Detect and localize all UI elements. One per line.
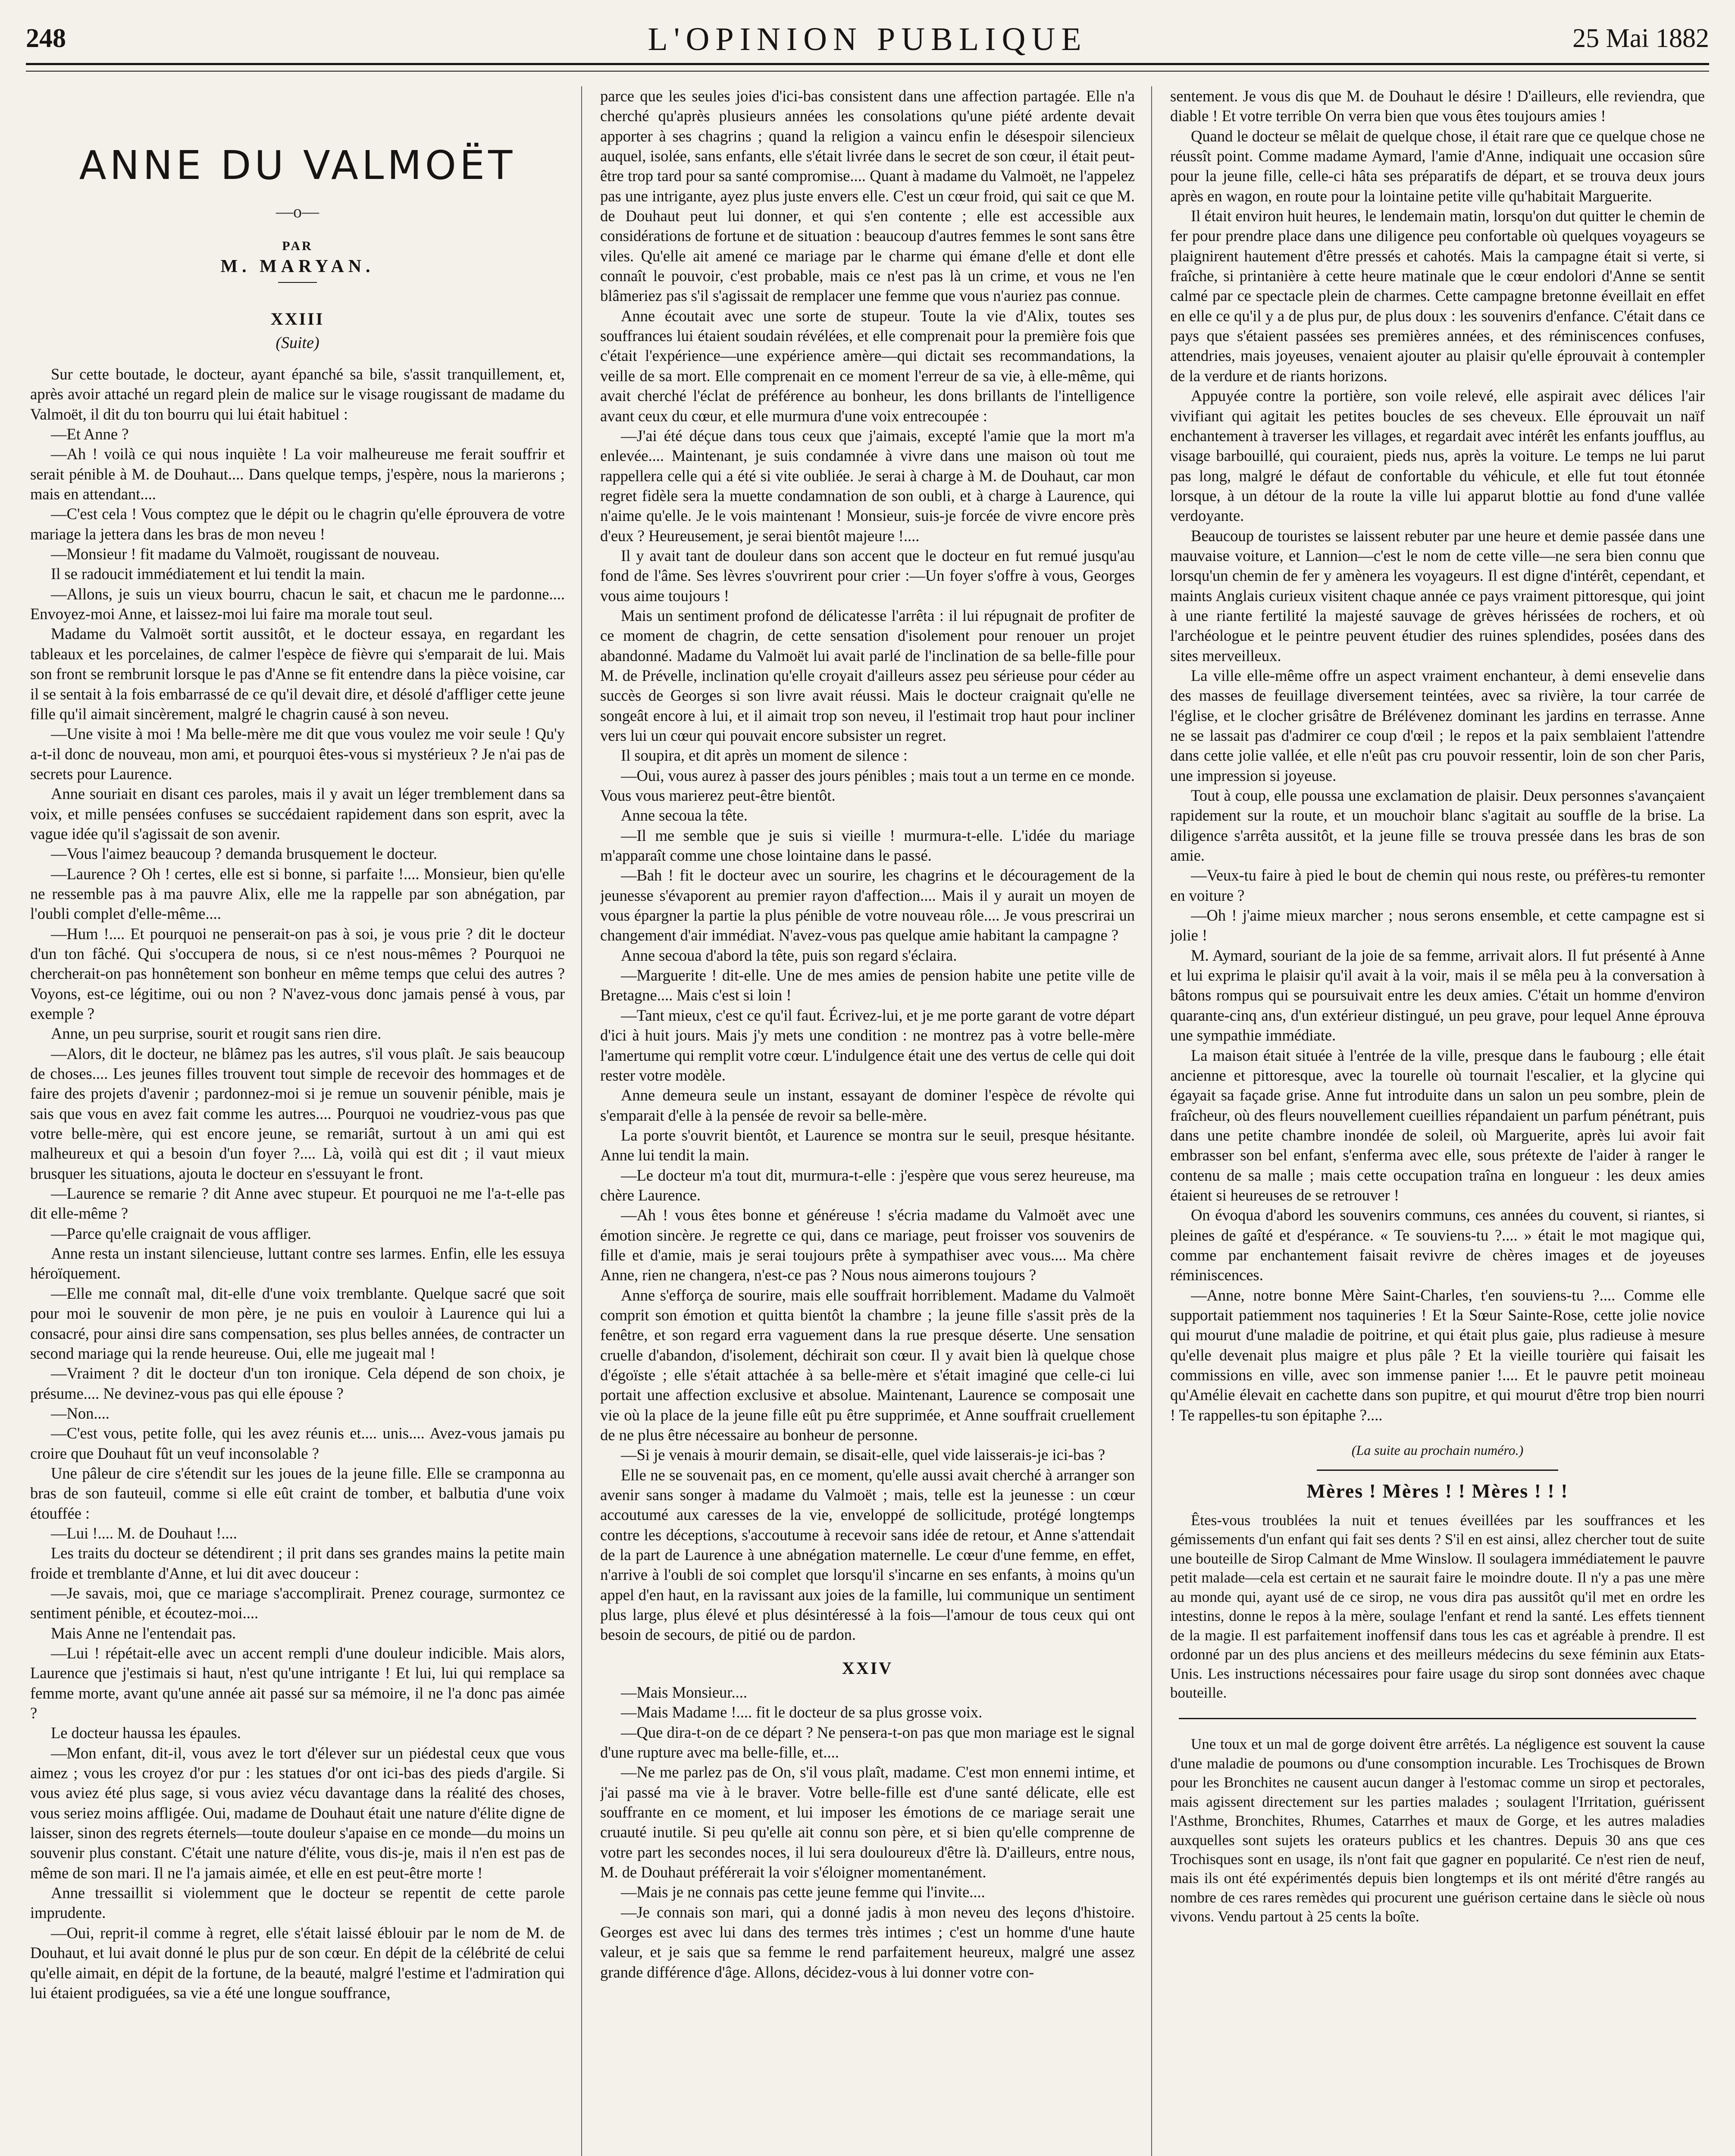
paragraph: Anne souriait en disant ces paroles, mais il y avait un léger tremblement dans sa voix, et mille pensées confuses se succédaient rapidement dans son esprit, avec la vague idée qu'il s'agissait de son avenir.: [30, 785, 565, 843]
paragraph: Madame du Valmoët sortit aussitôt, et le docteur essaya, en regardant les tableaux et les porcelaines, de calmer l'espèce de fièvre qui s'emparait de lui. Mais son front se rembrunit lorsque le pas d'Anne se fit entendre dans la pièce voisine, car il se sentait à la fois embarrassé de ce qu'il devait dire, et désolé d'affliger cette jeune fille qu'il aimait sincèrement, malgré le chagrin causé à son neveu.: [30, 625, 565, 723]
paragraph: Mais Anne ne l'entendait pas.: [51, 1624, 236, 1642]
paragraph: —Non....: [51, 1404, 110, 1422]
paragraph: M. Aymard, souriant de la joie de sa femme, arrivait alors. Il fut présenté à Anne et lui exprima le plaisir qu'il avait à la voir, mais il se mêla peu à la conversation à bâtons rompus qui se poursuivait entre les deux amies. C'était un homme d'environ quarante-cinq ans, d'un extérieur distingué, un peu grave, pour lequel Anne éprouva une sympathie immédiate.: [1170, 946, 1705, 1044]
article-body-col1: [30, 364, 565, 2003]
paragraph: —Marguerite ! dit-elle. Une de mes amies de pension habite une petite ville de Bretagne.... Mais c'est si loin !: [600, 966, 1135, 1004]
paragraph: parce que les seules joies d'ici-bas consistent dans une affection partagée. Elle n'a cherché qu'après plusieurs années les consolations qu'une piété ardente devait apporter à ses chagrins ; quand la religion a vaincu enfin le désespoir silencieux auquel, isolée, sans enfants, elle s'était livrée dans le secret de son cœur, il était peut-être trop tard pour sa santé compromise.... Quant à madame du Valmoët, ne l'appelez pas une intrigante, ayez plus juste envers elle. C'est un cœur froid, qui sait ce que M. de Douhaut peut lui donner, et qui s'en contente ; elle est accessible aux considérations de fortune et de situation : beaucoup d'autres femmes le sont sans être viles. Qu'elle ait amené ce mariage par le charme qui émane d'elle et dont elle connaît le pouvoir, c'est probable, mais ce n'est pas là un crime, et vous ne l'en blâmeriez pas s'il s'agissait de remplacer une femme que vous n'auriez pas connue.: [600, 87, 1135, 305]
header-rule: [26, 63, 1709, 65]
paragraph: Anne secoua la tête.: [621, 806, 748, 824]
paragraph: —Vraiment ? dit le docteur d'un ton ironique. Cela dépend de son choix, je présume.... Ne devinez-vous pas qui elle épouse ?: [30, 1364, 565, 1402]
column-1: [30, 86, 565, 2156]
paragraph: Il soupira, et dit après un moment de silence :: [621, 746, 908, 765]
paragraph: Appuyée contre la portière, son voile relevé, elle aspirait avec délices l'air vivifiant qui agitait les petites boucles de ses cheveux. Elle éprouvait un naïf enchantement à traverser les villages, et regardait avec intérêt les enfants joufflus, au visage barbouillé, qui couraient, pieds nus, après la voiture. Le temps ne lui parut pas long, malgré le défaut de confortable du véhicule, et elle fut tout étonnée lorsque, à un détour de la route la ville lui apparut blottie au fond d'une vallée verdoyante.: [1170, 387, 1705, 525]
to-be-continued: (La suite au prochain numéro.): [1351, 1442, 1524, 1458]
paragraph: —Parce qu'elle craignait de vous affliger.: [51, 1224, 311, 1242]
title-ornament: —o—: [276, 202, 319, 221]
chapter-heading: XXIII: [270, 309, 325, 329]
paragraph: On évoqua d'abord les souvenirs communs, ces années du couvent, si riantes, si pleines de gaîté et d'espérance. « Te souviens-tu ?.... » était le mot magique qui, comme par enchantement faisait revivre de chères images et de joyeuses réminiscences.: [1170, 1206, 1705, 1284]
paragraph: —Et Anne ?: [51, 425, 129, 443]
paragraph: Elle ne se souvenait pas, en ce moment, qu'elle aussi avait cherché à arranger son avenir sans songer à madame du Valmoët ; mais, telle est la jeunesse : un cœur accoutumé aux caresses de la vie, enveloppé de sollicitude, protégé longtemps contre les déceptions, s'accoutume à recevoir sans idée de retour, et Anne s'attendait de la part de Laurence à une abnégation maternelle. Le cœur d'une femme, en effet, n'arrive à l'oubli de soi complet que lorsqu'il s'incarne en ses enfants, à moins qu'un appel d'en haut, en la ravissant aux joies de la famille, lui communique un sentiment plus large, plus élevé et plus désintéressé à la fois—l'amour de tous ceux qui ont besoin de secours, de pitié ou de pardon.: [600, 1466, 1135, 1644]
paragraph: Mais un sentiment profond de délicatesse l'arrêta : il lui répugnait de profiter de ce moment de chagrin, de cette sensation d'isolement pour renouer un projet abandonné. Madame du Valmoët lui avait parlé de l'inclination de sa belle-fille pour M. de Prévelle, inclination qu'elle croyait d'ailleurs assez peu sérieuse pour céder au succès de Georges si son livre avait réussi. Mais le docteur craignait qu'elle ne songeât encore à lui, et il aimait trop son neveu, il l'estimait trop haut pour incliner vers lui un cœur qui pouvait encore subsister un regret.: [600, 606, 1135, 744]
paragraph: Beaucoup de touristes se laissent rebuter par une heure et demie passée dans une mauvaise voiture, et Lannion—c'est le nom de cette ville—ne sera bien connu que lorsqu'un chemin de fer y amènera les voyageurs. Il est digne d'intérêt, cependant, et maints Anglais curieux visitent chaque année ce pays vraiment pittoresque, qui joint à une riante fertilité la majesté sauvage de grèves hérissées de rochers, et où l'archéologue et le peintre peuvent étudier des ruines splendides, posées dans des sites merveilleux.: [1170, 526, 1705, 664]
paragraph: Anne demeura seule un instant, essayant de dominer l'espèce de révolte qui s'emparait d'elle à la pensée de revoir sa belle-mère.: [600, 1086, 1135, 1124]
paragraph: Anne, un peu surprise, sourit et rougit sans rien dire.: [51, 1025, 382, 1043]
paragraph: Sur cette boutade, le docteur, ayant épanché sa bile, s'assit tranquillement, et, après avoir attaché un regard plein de malice sur le visage rougissant de madame du Valmoët, il dit du ton bourru qui lui était habituel :: [30, 365, 565, 423]
paragraph: —Allons, je suis un vieux bourru, chacun le sait, et chacun me le pardonne.... Envoyez-moi Anne, et laissez-moi lui faire ma morale tout seul.: [30, 585, 565, 623]
paragraph: —Alors, dit le docteur, ne blâmez pas les autres, s'il vous plaît. Je sais beaucoup de choses.... Les jeunes filles trouvent tout simple de recevoir des hommages et de faire des projets d'avenir ; pardonnez-moi si je remue un souvenir pénible, mais je sais que vous en avez fait comme les autres.... Pourquoi ne voudriez-vous pas que votre belle-mère, qui est encore jeune, se remariât, surtout à un ami qui est malheureux et qui a besoin d'un foyer ?.... Là, voilà qui est dit ; il vaut mieux brusquer les situations, ajouta le docteur en s'essuyant le front.: [30, 1044, 565, 1182]
paragraph: —Mon enfant, dit-il, vous avez le tort d'élever sur un piédestal ceux que vous aimez ; vous les croyez d'or pur : les statues d'or ont ici-bas des pieds d'argile. Si vous aviez été plus sage, si vous aviez vécu davantage dans la réalité des choses, vous seriez moins affligée. Oui, madame de Douhaut était une nature d'élite digne de laisser, sinon des regrets éternels—toute douleur s'apaise en ce monde—du moins un souvenir plus constant. C'était une nature d'élite, vous dis-je, mais il n'en est pas de même de son mari. Il ne l'a jamais aimée, et elle en est peut-être morte !: [30, 1744, 565, 1882]
paragraph: —J'ai été déçue dans tous ceux que j'aimais, excepté l'amie que la mort m'a enlevée.... Maintenant, je suis condamnée à vivre dans une maison où tout me rappellera celle qui a été si vite oubliée. Je serai à charge à M. de Douhaut, car mon regret fidèle sera la muette condamnation de son oubli, et à charge à Laurence, qui n'aime qu'elle. Je le vois maintenant ! Monsieur, suis-je forcée de vivre encore près d'eux ? Heureusement, je serai bientôt majeure !....: [600, 426, 1135, 545]
paragraph: —C'est cela ! Vous comptez que le dépit ou le chagrin qu'elle éprouvera de votre mariage la jettera dans les bras de mon neveu !: [30, 505, 565, 543]
paragraph: —Oui, vous aurez à passer des jours pénibles ; mais tout a un terme en ce monde. Vous vous marierez peut-être bientôt.: [600, 766, 1135, 805]
paragraph: —Elle me connaît mal, dit-elle d'une voix tremblante. Quelque sacré que soit pour moi le souvenir de mon père, je ne puis en vouloir à Laurence qui lui a consacré, pour ainsi dire sans compensation, ses plus belles années, de contracter un second mariage qui la rende heureuse. Oui, elle me jugeait mal !: [30, 1284, 565, 1362]
section-separator: [1317, 1470, 1558, 1471]
chapter-heading: XXIV: [842, 1658, 893, 1678]
paragraph: —C'est vous, petite folle, qui les avez réunis et.... unis.... Avez-vous jamais pu croire que Douhaut fût un veuf inconsolable ?: [30, 1424, 565, 1462]
paragraph: —Laurence se remarie ? dit Anne avec stupeur. Et pourquoi ne me l'a-t-elle pas dit elle-même ?: [30, 1185, 565, 1222]
paragraph: Il se radoucit immédiatement et lui tendit la main.: [51, 565, 365, 583]
paragraph: Anne resta un instant silencieuse, luttant contre ses larmes. Enfin, elle les essuya héroïquement.: [30, 1244, 565, 1282]
paragraph: Anne tressaillit si violemment que le docteur se repentit de cette parole imprudente.: [30, 1884, 565, 1922]
ad-separator: [1179, 1718, 1696, 1719]
author-name: M. MARYAN.: [220, 257, 375, 276]
paragraph: —Veux-tu faire à pied le bout de chemin qui nous reste, ou préfères-tu remonter en voiture ?: [1170, 866, 1705, 904]
paragraph: —Anne, notre bonne Mère Saint-Charles, t'en souviens-tu ?.... Comme elle supportait patiemment nos taquineries ! Et la Sœur Sainte-Rose, cette jolie novice qui mourut d'une maladie de poitrine, et qui était plus gaie, plus radieuse à mesure qu'elle devenait plus maigre et plus pâle ? Et la vieille tourière qui faisait les commissions en ville, avec son immense panier !.... Et le pauvre petit moineau qu'Amélie élevait en cachette dans son pupitre, et qui mourut d'être trop bien nourri ! Te rappelles-tu son épitaphe ?....: [1170, 1286, 1705, 1424]
paragraph: —Je connais son mari, qui a donné jadis à mon neveu des leçons d'histoire. Georges est avec lui dans des termes très intimes ; c'est un homme d'une haute valeur, et je sais que sa femme le rend parfaitement heureux, malgré une assez grande différence d'âge. Allons, décidez-vous à lui donner votre con-: [600, 1903, 1135, 1981]
column-3: [1170, 86, 1705, 2156]
paragraph: La ville elle-même offre un aspect vraiment enchanteur, à demi ensevelie dans des masses de feuillage diversement teintées, avec sa rivière, la tour carrée de l'église, et le clocher grisâtre de Brélévenez dominant les jardins en terrasse. Anne ne se lassait pas d'admirer ce coup d'œil ; le repos et la paix semblaient l'attendre dans cette jolie vallée, et elle n'eût pas cru pouvoir ressentir, loin de son cher Paris, une impression si joyeuse.: [1170, 666, 1705, 784]
paragraph: —Vous l'aimez beaucoup ? demanda brusquement le docteur.: [51, 845, 437, 863]
paragraph: —Mais Monsieur....: [621, 1683, 748, 1701]
paragraph: —Mais Madame !.... fit le docteur de sa plus grosse voix.: [621, 1703, 983, 1721]
paragraph: La porte s'ouvrit bientôt, et Laurence se montra sur le seuil, presque hésitante. Anne lui tendit la main.: [600, 1126, 1135, 1164]
paragraph: Tout à coup, elle poussa une exclamation de plaisir. Deux personnes s'avançaient rapidement sur la route, et un mouchoir blanc s'agitait au souffle de la brise. La diligence s'arrêta aussitôt, et la jeune fille se trouva pressée dans les bras de son amie.: [1170, 787, 1705, 865]
column-divider: [581, 86, 582, 2156]
paragraph: Anne secoua d'abord la tête, puis son regard s'éclaira.: [621, 946, 957, 964]
paragraph: —Ah ! voilà ce qui nous inquiète ! La voir malheureuse me ferait souffrir et serait pénible à M. de Douhaut.... Dans quelque temps, j'espère, nous la marierons ; mais en attendant....: [30, 445, 565, 503]
column-2: [600, 86, 1135, 2156]
issue-date: 25 Mai 1882: [1572, 24, 1709, 53]
paragraph: —Que dira-t-on de ce départ ? Ne pensera-t-on pas que mon mariage est le signal d'une rupture avec ma belle-fille, et....: [600, 1723, 1135, 1761]
publication-title: L'OPINION PUBLIQUE: [648, 21, 1087, 57]
paragraph: —Je savais, moi, que ce mariage s'accomplirait. Prenez courage, surmontez ce sentiment pénible, et écoutez-moi....: [30, 1584, 565, 1622]
paragraph: Il était environ huit heures, le lendemain matin, lorsqu'on dut quitter le chemin de fer pour prendre place dans une diligence peu confortable où quelques voyageurs se plaignirent hautement d'être pressés et cahotés. Mais la campagne était si verte, si fraîche, si printanière à cette heure matinale que le cœur endolori d'Anne se sentit calmé par ce spectacle plein de charmes. Cette campagne bretonne éveillait en effet en elle ce qu'il y a de plus pur, de plus doux : les souvenirs d'enfance. C'était dans ce pays que s'étaient passées ses premières années, et des réminiscences confuses, attendries, mais joyeuses, venaient ajouter au plaisir qu'elle éprouvait à contempler de la verdure et de riants horizons.: [1170, 207, 1705, 385]
paragraph: Anne s'efforça de sourire, mais elle souffrait horriblement. Madame du Valmoët comprit son émotion et quitta bientôt la chambre ; la jeune fille s'assit près de la fenêtre, et son regard erra vaguement dans la rue presque déserte. Une sensation cruelle d'abandon, d'isolement, déchirait son cœur. Il y avait bien là quelque chose d'égoïste ; elle s'était attachée à sa belle-mère et s'était imaginé que celle-ci lui portait une affection exclusive et absolue. Maintenant, Laurence se composait une vie où la place de la jeune fille eût pu être supprimée, et Anne souffrait cruellement de ne plus être nécessaire au bonheur de personne.: [600, 1286, 1135, 1444]
paragraph: —Hum !.... Et pourquoi ne penserait-on pas à soi, je vous prie ? dit le docteur d'un ton fâché. Qui s'occupera de nous, si ce n'est nous-mêmes ? Pourquoi ne chercherait-on pas honnêtement son bonheur en même temps que celui des autres ? Voyons, est-ce légitime, oui ou non ? N'avez-vous donc jamais pensé à vous, par exemple ?: [30, 924, 565, 1022]
advertisement-syrup: [1170, 1479, 1705, 1702]
ad-title: Mères ! Mères ! ! Mères ! ! !: [1306, 1480, 1569, 1502]
paragraph: —Oh ! j'aime mieux marcher ; nous serons ensemble, et cette campagne est si jolie !: [1170, 906, 1705, 944]
paragraph: —Si je venais à mourir demain, se disait-elle, quel vide laisserais-je ici-bas ?: [621, 1446, 1106, 1464]
paragraph: —Le docteur m'a tout dit, murmura-t-elle : j'espère que vous serez heureuse, ma chère Laurence.: [600, 1166, 1135, 1204]
paragraph: —Ne me parlez pas de On, s'il vous plaît, madame. C'est mon ennemi intime, et j'ai passé ma vie à le braver. Votre belle-fille est d'une santé délicate, elle est souffrante en ce moment, et lui imposer les émotions de ce mariage serait une cruauté inutile. Si peu qu'elle ait connu son père, et si bien qu'elle comprenne de votre part les secondes noces, il lui sera douloureux d'être là. D'ailleurs, entre nous, M. de Douhaut préférerait la voir s'éloigner momentanément.: [600, 1763, 1135, 1881]
paragraph: sentement. Je vous dis que M. de Douhaut le désire ! D'ailleurs, elle reviendra, que diable ! Et votre terrible On verra bien que vous êtes toujours amies !: [1170, 87, 1705, 125]
paragraph: —Il me semble que je suis si vieille ! murmura-t-elle. L'idée du mariage m'apparaît comme une chose lointaine dans le passé.: [600, 826, 1135, 865]
paragraph: —Une visite à moi ! Ma belle-mère me dit que vous voulez me voir seule ! Qu'y a-t-il donc de nouveau, mon ami, et pourquoi êtes-vous si mystérieux ? Je n'ai pas de secrets pour Laurence.: [30, 725, 565, 783]
advertisement-troches: [1170, 1735, 1705, 1926]
paragraph: —Lui ! répétait-elle avec un accent rempli d'une douleur indicible. Mais alors, Laurence que j'estimais si haut, n'est qu'une intrigante ! Et lui, lui qui remplace sa femme morte, avant qu'une année ait passé sur sa mémoire, il ne l'a donc pas aimée ?: [30, 1644, 565, 1722]
continued-label: (Suite): [276, 334, 319, 352]
header-rule-thin: [26, 71, 1709, 72]
paragraph: Il y avait tant de douleur dans son accent que le docteur en fut remué jusqu'au fond de l'âme. Ses lèvres s'ouvrirent pour crier :—Un foyer s'offre à vous, Georges vous aime toujours !: [600, 546, 1135, 605]
paragraph: —Mais je ne connais pas cette jeune femme qui l'invite....: [621, 1883, 985, 1901]
masthead: [26, 18, 1709, 66]
paragraph: —Monsieur ! fit madame du Valmoët, rougissant de nouveau.: [51, 545, 440, 563]
paragraph: —Laurence ? Oh ! certes, elle est si bonne, si parfaite !.... Monsieur, bien qu'elle ne ressemble pas à ma pauvre Alix, elle me la rappelle par son abnégation, par l'oubli complet d'elle-même....: [30, 865, 565, 923]
column-divider: [1151, 86, 1152, 2156]
article-title: ANNE DU VALMOËT: [79, 142, 516, 188]
article-body-col2b: [600, 1683, 1135, 1982]
paragraph: Le docteur haussa les épaules.: [51, 1724, 241, 1742]
paragraph: Une pâleur de cire s'étendit sur les joues de la jeune fille. Elle se cramponna au bras de son fauteuil, comme si elle eût craint de tomber, et balbutia d'une voix étouffée :: [30, 1464, 565, 1522]
ad-text: Êtes-vous troublées la nuit et tenues éveillées par les souffrances et les gémissements d'un enfant qui fait ses dents ? S'il en est ainsi, allez chercher tout de suite une bouteille de Sirop Calmant de Mme Winslow. Il soulagera immédiatement le pauvre petit malade—cela est certain et ne saurait faire le moindre doute. Il n'y a pas une mère au monde qui, ayant usé de ce sirop, ne vous dira pas aussitôt qu'il met en ordre les intestins, donne le repos à la mère, soulage l'enfant et rend la santé. Les effets tiennent de la magie. Il est parfaitement inoffensif dans tous les cas et agréable à prendre. Il est ordonné par un des plus anciens et des meilleurs médecins du sexe féminin aux Etats-Unis. Les instructions nécessaires pour faire usage du sirop sont données avec chaque bouteille.: [1170, 1512, 1705, 1701]
article-body-col3: [1170, 86, 1705, 1425]
paragraph: Les traits du docteur se détendirent ; il prit dans ses grandes mains la petite main froide et tremblante d'Anne, et lui dit avec douceur :: [30, 1544, 565, 1582]
paragraph: —Ah ! vous êtes bonne et généreuse ! s'écria madame du Valmoët avec une émotion sincère. Je regrette ce qui, dans ce mariage, peut froisser vos souvenirs de fille et d'amie, mais je serai toujours prête à sympathiser avec vous.... Ma chère Anne, rien ne changera, n'est-ce pas ? Nous nous aimerons toujours ?: [600, 1206, 1135, 1284]
paragraph: —Tant mieux, c'est ce qu'il faut. Écrivez-lui, et je me porte garant de votre départ d'ici à huit jours. Mais j'y mets une condition : ne montrez pas à votre belle-mère l'amertume qui remplit votre cœur. L'indulgence était une des vertus de celle qui doit rester votre modèle.: [600, 1006, 1135, 1084]
page-number: 248: [26, 24, 66, 53]
byline-label: PAR: [282, 239, 313, 253]
article-body-col2: [600, 86, 1135, 1645]
ad-text: Une toux et un mal de gorge doivent être arrêtés. La négligence est souvent la cause d'une maladie de poumons ou d'une consomption incurable. Les Trochisques de Brown pour les Bronchites ne causent aucun danger à l'estomac comme un sirop et pectorales, mais agissent directement sur les parties malades ; soulagent l'Irritation, guérissent l'Asthme, Bronchites, Rhumes, Catarrhes et maux de Gorge, et les autres maladies auxquelles sont sujets les orateurs publics et les chantres. Depuis 30 ans que ces Trochisques sont en usage, ils n'ont fait que gagner en popularité. Ce n'est rien de neuf, mais ils ont été expérimentés depuis bien longtemps et ils ont mérité d'être rangés au nombre de ces rares remèdes qui procurent une guérison certaine dans le siècle où nous vivons. Vendu partout à 25 cents la boîte.: [1170, 1736, 1705, 1925]
paragraph: La maison était située à l'entrée de la ville, presque dans le faubourg ; elle était ancienne et pittoresque, avec la tourelle où tournait l'escalier, et la glycine qui égayait sa façade grise. Anne fut introduite dans un salon un peu sombre, plein de fraîcheur, où des fleurs nouvellement cueillies répandaient un parfum pénétrant, puis dans une petite chambre inondée de soleil, où Marguerite, après lui avoir fait embrasser son bel enfant, s'enferma avec elle, sous prétexte de l'aider à ranger le contenu de sa malle ; mais cette occupation traîna en longueur : les deux amies étaient si heureuses de se retrouver !: [1170, 1046, 1705, 1204]
paragraph: Anne écoutait avec une sorte de stupeur. Toute la vie d'Alix, toutes ses souffrances lui étaient soudain révélées, et elle comprenait pour la première fois que c'était l'expérience—une expérience amère—qui dictait ses recommandations, la veille de sa mort. Elle comprenait en ce moment l'erreur de sa vie, à elle-même, qui avait cherché l'éclat de préférence au bonheur, les dons brillants de l'intelligence avant ceux du cœur, et elle murmura d'une voix entrecoupée :: [600, 307, 1135, 425]
byline-rule: [278, 282, 317, 283]
paragraph: —Oui, reprit-il comme à regret, elle s'était laissé éblouir par le nom de M. de Douhaut, et lui avait donné le plus pur de son cœur. En dépit de la célébrité de celui qu'elle aimait, en dépit de la fortune, de la beauté, malgré l'estime et l'admiration qui lui étaient prodiguées, sa vie a été une longue souffrance,: [30, 1924, 565, 2002]
paragraph: —Bah ! fit le docteur avec un sourire, les chagrins et le découragement de la jeunesse s'évaporent au premier rayon d'affection.... Mais il y aurait un moyen de vous épargner la partie la plus pénible de votre nouveau rôle.... Je vous prescrirai un changement d'air immédiat. N'avez-vous pas quelque amie habitant la campagne ?: [600, 866, 1135, 944]
paragraph: —Lui !.... M. de Douhaut !....: [51, 1524, 237, 1542]
paragraph: Quand le docteur se mêlait de quelque chose, il était rare que ce quelque chose ne réussît point. Comme madame Aymard, l'amie d'Anne, indiquait une occasion sûre pour la jeune fille, celle-ci hâta ses préparatifs de départ, et se trouva deux jours après en wagon, en route pour la lointaine petite ville qu'habitait Marguerite.: [1170, 127, 1705, 205]
